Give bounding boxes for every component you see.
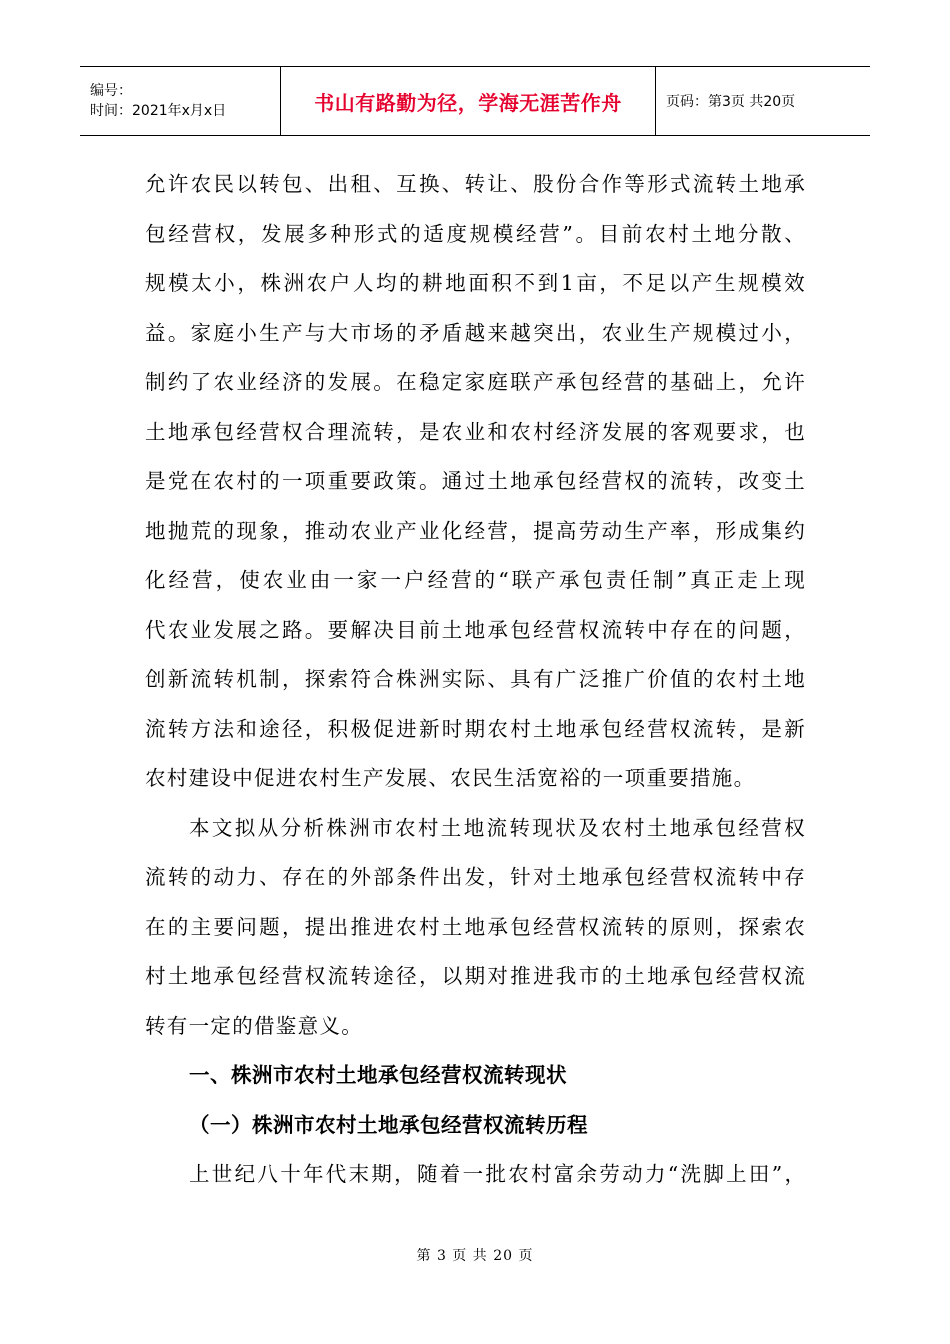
header-motto: 书山有路勤为径，学海无涯苦作舟 — [281, 67, 656, 135]
paragraph-line: 农村建设中促进农村生产发展、农民生活宽裕的一项重要措施。 — [145, 766, 756, 790]
document-number-label: 编号： — [90, 83, 132, 99]
paragraph-line: 上 世 纪 八 十 年 代 末 期 ， 随 着 一 批 农 村 富 余 劳 动 力 “ 洗 脚 上 田 ” ， — [189, 1162, 805, 1186]
paragraph-line: 村 土 地 承 包 经 营 权 流 转 途 径 ， 以 期 对 推 进 我 市 的 土 地 承 包 经 营 权 流 — [145, 964, 805, 988]
paragraph-line: 益 。 家 庭 小 生 产 与 大 市 场 的 矛 盾 越 来 越 突 出 ， 农 业 生 产 规 模 过 小 ， — [145, 320, 805, 345]
paragraph-line: 地 抛 荒 的 现 象 ， 推 动 农 业 产 业 化 经 营 ， 提 高 劳 动 生 产 率 ， 形 成 集 约 — [145, 518, 805, 543]
paragraph-line: 流 转 的 动 力 、 存 在 的 外 部 条 件 出 发 ， 针 对 土 地 承 包 经 营 权 流 转 中 存 — [145, 865, 805, 889]
paragraph-line: 制 约 了 农 业 经 济 的 发 展 。 在 稳 定 家 庭 联 产 承 包 经 营 的 基 础 上 ， 允 许 — [145, 370, 805, 394]
paragraph-line: 允 许 农 民 以 转 包 、 出 租 、 互 换 、 转 让 、 股 份 合 作 等 形 式 流 转 土 地 承 — [145, 172, 805, 196]
section-heading: （一）株洲市农村土地承包经营权流转历程 — [189, 1112, 588, 1137]
section-heading: 一、株洲市农村土地承包经营权流转现状 — [189, 1063, 567, 1087]
header-page-label: 页码：第3页 共20页 — [666, 94, 796, 110]
paragraph-line: 代 农 业 发 展 之 路 。 要 解 决 目 前 土 地 承 包 经 营 权 流 转 中 存 在 的 问 题 ， — [145, 617, 805, 642]
paragraph-line: 在 的 主 要 问 题 ， 提 出 推 进 农 村 土 地 承 包 经 营 权 流 转 的 原 则 ， 探 索 农 — [145, 914, 805, 939]
document-header — [80, 66, 870, 136]
document-time-label: 时间：2021年x月x日 — [90, 103, 227, 119]
paragraph-line: 包 经 营 权 ， 发 展 多 种 形 式 的 适 度 规 模 经 营 ” 。 目 前 农 村 土 地 分 散 、 — [145, 221, 805, 246]
paragraph-line: 转有一定的借鉴意义。 — [145, 1013, 363, 1038]
paragraph-line: 本 文 拟 从 分 析 株 洲 市 农 村 土 地 流 转 现 状 及 农 村 土 地 承 包 经 营 权 — [189, 815, 805, 840]
paragraph-line: 规 模 太 小 ， 株 洲 农 户 人 均 的 耕 地 面 积 不 到 1 亩 ， 不 足 以 产 生 规 模 效 — [145, 271, 805, 295]
header-meta-cell — [80, 67, 281, 135]
document-body — [145, 160, 805, 1200]
paragraph-line: 流 转 方 法 和 途 径 ， 积 极 促 进 新 时 期 农 村 土 地 承 包 经 营 权 流 转 ， 是 新 — [145, 716, 805, 741]
paragraph-line: 创 新 流 转 机 制 ， 探 索 符 合 株 洲 实 际 、 具 有 广 泛 推 广 价 值 的 农 村 土 地 — [145, 667, 805, 691]
paragraph-line: 化 经 营 ， 使 农 业 由 一 家 一 户 经 营 的 “ 联 产 承 包 责 任 制 ” 真 正 走 上 现 — [145, 568, 805, 592]
paragraph-line: 土 地 承 包 经 营 权 合 理 流 转 ， 是 农 业 和 农 村 经 济 发 展 的 客 观 要 求 ， 也 — [145, 419, 805, 444]
paragraph-line: 是 党 在 农 村 的 一 项 重 要 政 策 。 通 过 土 地 承 包 经 营 权 的 流 转 ， 改 变 土 — [145, 469, 805, 493]
page-footer: 第 3 页 共 20 页 — [416, 1248, 534, 1264]
